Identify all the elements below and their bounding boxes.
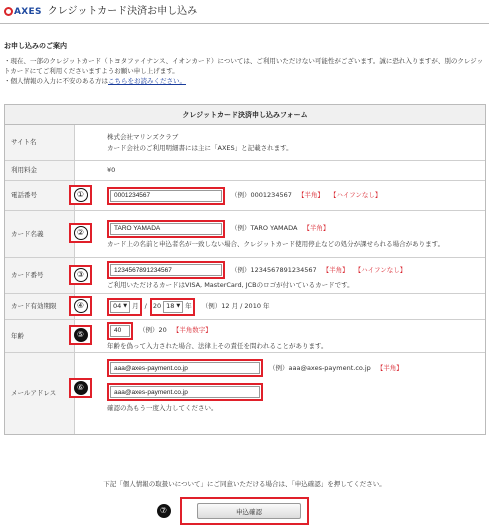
expiry-year-highlight bbox=[150, 298, 195, 316]
phone-req-nohyphen: 【ハイフンなし】 bbox=[329, 191, 382, 200]
age-input[interactable] bbox=[110, 325, 130, 337]
expiry-slash: / bbox=[144, 302, 147, 311]
email-input[interactable] bbox=[110, 362, 260, 374]
notice-line-1: ・現在、一部のクレジットカード（トヨタファイナンス、イオンカード）については、ご利用いただけない可能性がございます。誠に恐れ入りますが、別のクレジットカードにてご利用くださいますようお願い申し上げます。 bbox=[4, 57, 484, 76]
card-holder-example: （例）TARO YAMADA bbox=[231, 224, 298, 233]
card-holder-value bbox=[75, 211, 485, 257]
card-number-value bbox=[75, 258, 485, 293]
notice-title: お申し込みのご案内 bbox=[4, 42, 67, 50]
age-example: （例）20 bbox=[139, 326, 167, 335]
row-card-number bbox=[5, 258, 485, 294]
page-header bbox=[0, 0, 489, 24]
form-heading: クレジットカード決済申し込みフォーム bbox=[5, 105, 485, 125]
row-expiry bbox=[5, 294, 485, 320]
age-req-halfwidth-number: 【半角数字】 bbox=[172, 326, 212, 335]
site-name: 株式会社マリンズクラブ bbox=[107, 132, 179, 141]
site-label: サイト名 bbox=[5, 125, 75, 160]
number-6-icon: ⑥ bbox=[74, 381, 88, 395]
card-holder-note: カード上の名前と申込者名が一致しない場合、クレジットカード使用停止などの処分が課せられる場合があります。 bbox=[107, 239, 445, 248]
card-number-label: カード番号 bbox=[5, 258, 75, 293]
notice-line-2 bbox=[4, 77, 486, 87]
marker-3 bbox=[69, 265, 92, 285]
card-number-req-halfwidth: 【半角】 bbox=[322, 265, 349, 274]
email-highlight bbox=[107, 359, 263, 377]
number-4-icon: ④ bbox=[74, 299, 88, 313]
chevron-down-icon: ▼ bbox=[123, 303, 128, 310]
number-5-icon: ⑤ bbox=[74, 328, 88, 342]
email-label: メールアドレス bbox=[5, 353, 75, 434]
row-site bbox=[5, 125, 485, 161]
age-label: 年齢 bbox=[5, 320, 75, 352]
expiry-year-value: 18 bbox=[166, 302, 175, 311]
logo-icon bbox=[4, 7, 13, 16]
number-2-icon: ② bbox=[74, 226, 88, 240]
card-number-input[interactable] bbox=[110, 264, 222, 276]
fee-amount: ¥0 bbox=[107, 166, 116, 175]
site-note: カード会社のご利用明細書には主に「AXES」と記載されます。 bbox=[107, 143, 293, 152]
card-holder-line bbox=[107, 220, 479, 238]
email-example: （例）aaa@axes-payment.co.jp bbox=[269, 363, 371, 372]
chevron-down-icon: ▼ bbox=[176, 303, 181, 310]
expiry-example: （例）12 月 / 2010 年 bbox=[201, 302, 270, 311]
row-phone bbox=[5, 181, 485, 211]
number-3-icon: ③ bbox=[74, 268, 88, 282]
row-card-holder bbox=[5, 211, 485, 258]
marker-7 bbox=[152, 501, 175, 521]
marker-5 bbox=[69, 325, 92, 345]
age-value bbox=[75, 320, 485, 352]
marker-2 bbox=[69, 223, 92, 243]
number-1-icon: ① bbox=[74, 188, 88, 202]
marker-1 bbox=[69, 185, 92, 205]
phone-input[interactable] bbox=[110, 190, 222, 202]
card-number-highlight bbox=[107, 261, 225, 279]
age-line bbox=[107, 322, 479, 340]
phone-req-halfwidth: 【半角】 bbox=[297, 191, 324, 200]
notice-section bbox=[4, 42, 486, 87]
card-holder-highlight bbox=[107, 220, 225, 238]
expiry-month-value: 04 bbox=[113, 302, 122, 311]
expiry-month-highlight bbox=[107, 298, 142, 316]
axes-logo bbox=[4, 6, 42, 18]
marker-6 bbox=[69, 378, 92, 398]
card-number-req-nohyphen: 【ハイフンなし】 bbox=[354, 265, 407, 274]
fee-label: 利用料金 bbox=[5, 161, 75, 180]
expiry-month-select[interactable] bbox=[110, 301, 130, 313]
card-holder-input[interactable] bbox=[110, 223, 222, 235]
email-confirm-highlight bbox=[107, 383, 263, 401]
row-age bbox=[5, 320, 485, 353]
age-highlight bbox=[107, 322, 133, 340]
card-number-example: （例）1234567891234567 bbox=[231, 265, 317, 274]
email-confirm-line bbox=[107, 383, 479, 401]
privacy-link[interactable]: こちらをお読みください。 bbox=[108, 76, 186, 85]
expiry-year-select[interactable] bbox=[163, 301, 183, 313]
notice-line-2-text: ・個人情報の入力に不安のある方は bbox=[4, 76, 108, 85]
header-divider bbox=[0, 23, 489, 24]
card-number-note: ご利用いただけるカードはVISA, MasterCard, JCBのロゴが付いているカードです。 bbox=[107, 281, 354, 290]
email-value bbox=[75, 353, 485, 434]
email-confirm-note: 確認の為もう一度入力してください。 bbox=[107, 404, 218, 412]
number-7-icon: ⑦ bbox=[157, 504, 171, 518]
row-email bbox=[5, 353, 485, 434]
expiry-value bbox=[75, 294, 485, 319]
row-fee bbox=[5, 161, 485, 181]
phone-highlight bbox=[107, 187, 225, 205]
age-note: 年齢を偽って入力された場合、法律上その責任を問われることがあります。 bbox=[107, 341, 328, 350]
card-holder-label: カード名義 bbox=[5, 211, 75, 257]
submit-highlight bbox=[159, 497, 309, 525]
page-title: クレジットカード決済お申し込み bbox=[47, 6, 198, 18]
expiry-year-unit: 年 bbox=[185, 302, 192, 311]
site-value bbox=[75, 125, 485, 160]
email-req-halfwidth: 【半角】 bbox=[376, 363, 403, 372]
agreement-text: 下記「個人情報の取扱いについて」にご同意いただける場合は、「申込確認」を押してください。 bbox=[103, 480, 386, 488]
expiry-month-unit: 月 bbox=[132, 302, 139, 311]
card-number-line bbox=[107, 261, 479, 279]
card-holder-req-halfwidth: 【半角】 bbox=[303, 224, 330, 233]
phone-label: 電話番号 bbox=[5, 181, 75, 210]
phone-line bbox=[107, 187, 479, 205]
application-form bbox=[4, 104, 486, 435]
phone-value bbox=[75, 181, 485, 210]
email-line bbox=[107, 359, 479, 377]
logo-text: AXES bbox=[14, 6, 42, 17]
submit-button[interactable]: 申込確認 bbox=[197, 503, 301, 519]
phone-example: （例）0001234567 bbox=[231, 191, 292, 200]
email-confirm-input[interactable] bbox=[110, 386, 260, 398]
expiry-century: 20 bbox=[152, 302, 162, 311]
expiry-line bbox=[107, 298, 479, 316]
fee-value bbox=[75, 161, 485, 180]
marker-4 bbox=[69, 296, 92, 316]
expiry-label: カード有効期限 bbox=[5, 294, 75, 319]
